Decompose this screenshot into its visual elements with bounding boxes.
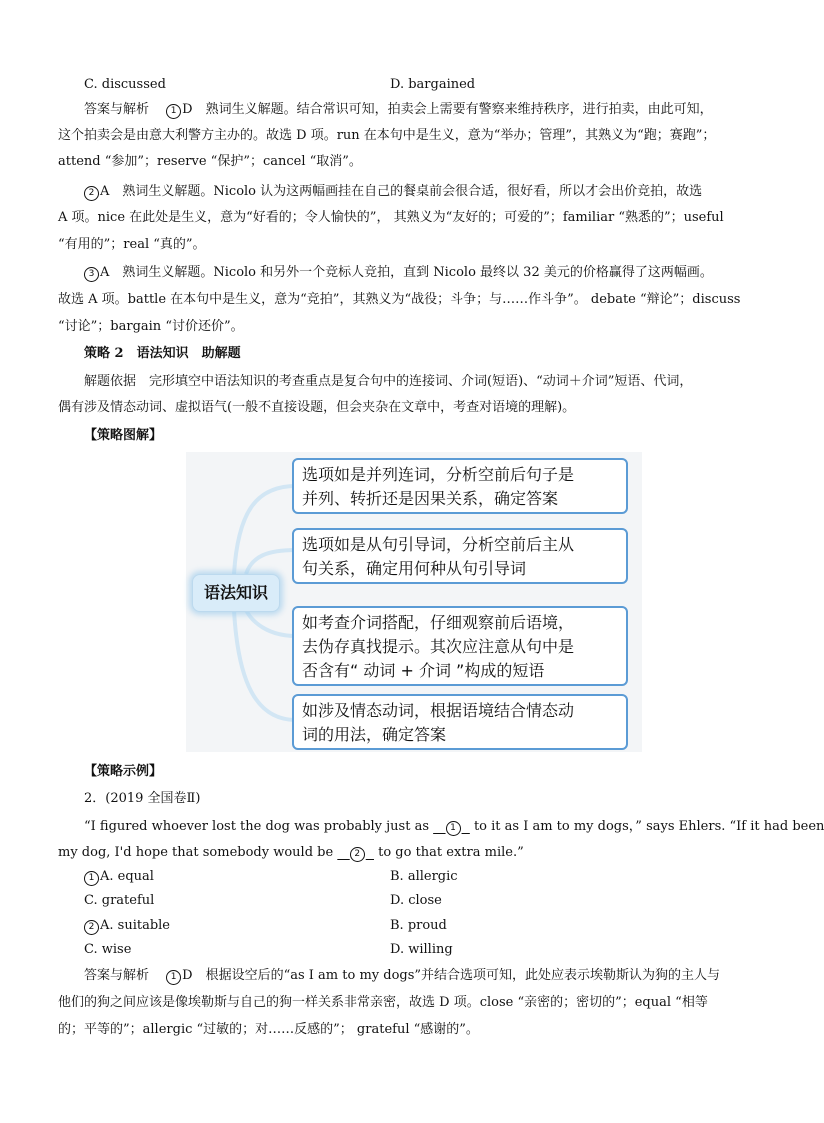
text-line: “讨论”；bargain “讨价还价”。 [58, 319, 244, 334]
circled-number: 1 [446, 821, 461, 836]
branch-text: 词的用法，确定答案 [302, 725, 447, 744]
option-c: C. grateful [84, 893, 155, 908]
answer-label: 答案与解析 [84, 968, 150, 983]
text: D 熟词生义解题。结合常识可知，拍卖会上需要有警察来维持秩序，进行拍卖，由此可知， [182, 102, 713, 117]
option-a: A. equal [100, 869, 154, 884]
text: my dog, I'd hope that somebody would be [58, 845, 338, 860]
mind-map [186, 452, 642, 752]
answer-label: 答案与解析 [84, 102, 150, 117]
text-line: attend “参加”；reserve “保护”；cancel “取消”。 [58, 154, 362, 169]
question-text [58, 845, 738, 862]
text-line: 偶有涉及情态动词、虚拟语气(一般不直接设题，但会夹杂在文章中，考查对语境的理解)。 [58, 400, 576, 415]
option-a: A. suitable [100, 918, 171, 933]
option-row [84, 942, 738, 958]
mind-map-branch [292, 606, 628, 686]
mind-map-branch [292, 694, 628, 750]
connector [246, 550, 296, 574]
branch-text: 否含有“ 动词 + 介词 ”构成的短语 [302, 661, 545, 680]
circled-number: 2 [84, 186, 99, 201]
blank-1 [433, 819, 470, 834]
example-label: 【策略示例】 [84, 764, 163, 779]
circled-number: 2 [84, 920, 99, 935]
text: A 熟词生义解题。Nicolo 认为这两幅画挂在自己的餐桌前会很合适，很好看，所以才会出价竞拍，故选 [100, 184, 703, 199]
option-c: C. discussed [84, 77, 166, 92]
option-row [84, 918, 738, 935]
branch-text: 并列、转折还是因果关系，确定答案 [302, 489, 559, 508]
mind-map-branch [292, 458, 628, 514]
circled-number: 3 [84, 267, 99, 282]
circled-number: 2 [350, 847, 365, 862]
branch-text: 句关系，确定用何种从句引导词 [302, 559, 527, 578]
text: D 根据设空后的“as I am to my dogs”并结合选项可知，此处应表示埃勒斯认为狗的主人与 [182, 968, 721, 983]
option-c: C. wise [84, 942, 132, 957]
option-row [84, 869, 738, 886]
section-heading: 策略 2 语法知识 助解题 [84, 346, 241, 361]
text-line: 的；平等的”；allergic “过敏的；对……反感的”； grateful “感谢的”。 [58, 1022, 479, 1037]
mind-map-branch [292, 528, 628, 584]
option-b: B. proud [390, 918, 447, 933]
branch-text: 去伪存真找提示。其次应注意从句中是 [302, 637, 575, 656]
option-d: D. willing [390, 942, 453, 957]
question-source: 2．(2019 全国卷Ⅱ) [84, 791, 201, 806]
option-d: D. close [390, 893, 442, 908]
question-text [84, 819, 824, 836]
circled-number: 1 [166, 104, 181, 119]
answer-line [84, 102, 738, 119]
option-row [84, 77, 738, 93]
connector [246, 610, 296, 636]
text-line: 故选 A 项。battle 在本句中是生义，意为“竞拍”，其熟义为“战役；斗争；与……作斗争”。 debate “辩论”；discuss [58, 292, 741, 307]
text: to it as I am to my dogs，” says Ehlers. “If it had been [469, 819, 824, 834]
answer-line [84, 968, 738, 985]
text-line: A 项。nice 在此处是生义，意为“好看的；令人愉快的”， 其熟义为“友好的；可爱的”；familiar “熟悉的”；useful [58, 210, 724, 225]
branch-text: 选项如是从句引导词，分析空前后主从 [302, 535, 575, 554]
blank-2 [337, 845, 374, 860]
text: A 熟词生义解题。Nicolo 和另外一个竞标人竞拍，直到 Nicolo 最终以 32 美元的价格赢得了这两幅画。 [100, 265, 713, 280]
answer-line [84, 265, 738, 282]
text-line: 这个拍卖会是由意大利警方主办的。故选 D 项。run 在本句中是生义，意为“举办；管理”，其熟义为“跑；赛跑”； [58, 128, 716, 143]
text-line: 解题依据 完形填空中语法知识的考查重点是复合句中的连接词、介词(短语)、“动词＋介词”短语、代词， [84, 374, 693, 389]
answer-line [84, 184, 738, 201]
connector [234, 486, 296, 574]
option-d: D. bargained [390, 77, 476, 92]
branch-text: 如涉及情态动词，根据语境结合情态动 [302, 701, 575, 720]
connector [234, 610, 296, 720]
branch-text: 选项如是并列连词，分析空前后句子是 [302, 465, 575, 484]
mind-map-center: 语法知识 [192, 574, 280, 612]
option-b: B. allergic [390, 869, 458, 884]
diagram-label: 【策略图解】 [84, 428, 163, 443]
text: “I figured whoever lost the dog was probably just as [84, 819, 434, 834]
option-row [84, 893, 738, 909]
circled-number: 1 [84, 871, 99, 886]
text: to go that extra mile.” [373, 845, 524, 860]
text-line: “有用的”；real “真的”。 [58, 237, 206, 252]
circled-number: 1 [166, 970, 181, 985]
text-line: 他们的狗之间应该是像埃勒斯与自己的狗一样关系非常亲密，故选 D 项。close “亲密的；密切的”；equal “相等 [58, 995, 708, 1010]
branch-text: 如考查介词搭配，仔细观察前后语境， [302, 613, 575, 632]
